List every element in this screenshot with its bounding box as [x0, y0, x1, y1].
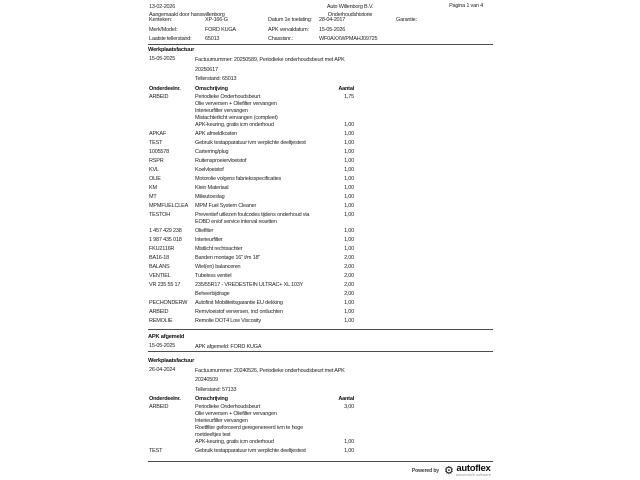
table-row	[148, 300, 493, 307]
table-row	[148, 194, 493, 201]
part-code: OLIE	[149, 175, 161, 182]
tellerstand-value: 65013	[205, 36, 220, 42]
part-quantity: 1,00	[344, 130, 354, 137]
table-row	[148, 167, 493, 174]
company-name: Auto Willenborg B.V.	[326, 4, 374, 10]
part-quantity: 1,75 1,00	[344, 93, 354, 128]
column-quantity: Aantal	[338, 85, 354, 92]
autoflex-tagline: automotive software	[455, 473, 491, 477]
meta-line: Factuurnummer: 20250589, Periodieke onderhoudsbeurt met APK	[195, 57, 345, 63]
table-row	[148, 94, 493, 129]
table-header	[148, 395, 493, 404]
meta-line: APK afgemeld: FORD KUGA	[195, 343, 262, 350]
merk-value: FORD KUGA	[205, 26, 236, 33]
maintenance-history-document	[148, 0, 493, 480]
part-quantity: 1,00	[344, 236, 354, 243]
table-row	[148, 404, 493, 446]
part-code: VENTIEL	[149, 272, 171, 279]
part-quantity: 1,00	[344, 227, 354, 234]
autoflex-logo	[444, 464, 491, 477]
section-date: 15-05-2025	[149, 342, 176, 349]
part-description: Milieutoeslag	[195, 193, 225, 200]
table-row	[148, 203, 493, 210]
created-by: Aangemaakt door hanswillenborg	[149, 12, 225, 18]
kenteken-label: Kenteken:	[149, 17, 172, 23]
part-quantity: 1,00	[344, 211, 354, 218]
apk-vervaldatum-value: 15-05-2026	[319, 26, 346, 33]
part-description: Motorolie volgens fabrieksspecificaties	[195, 175, 282, 182]
part-code: ARBEID	[149, 93, 169, 100]
table-row	[148, 264, 493, 271]
part-description: Tubeless ventiel	[195, 272, 232, 279]
column-code: Onderdeelnr.	[149, 85, 181, 92]
part-quantity: 3,00 1,00	[344, 404, 354, 446]
part-code: KM	[149, 184, 157, 191]
vehicle-info-row	[149, 27, 493, 37]
toelating-label: Datum 1e toelating:	[268, 17, 312, 23]
page-indicator: Pagina 1 van 4	[449, 3, 483, 9]
part-quantity: 1,00	[344, 308, 354, 315]
part-description: Ruitensproeiervloeistof	[195, 157, 247, 164]
part-description: Carterring/plug	[195, 148, 229, 155]
table-row	[148, 448, 493, 455]
part-code: TEST	[149, 448, 163, 455]
part-quantity: 1,00	[344, 166, 354, 173]
part-quantity: 2,00	[344, 254, 354, 261]
part-code: PECHONDERW	[149, 299, 188, 306]
part-description: Autofirst Mobiliteitsgarantie EU dekking	[195, 299, 283, 306]
part-description: Banden montage 16" t/m 18"	[195, 254, 261, 261]
meta-line: 20240509	[195, 377, 218, 384]
part-quantity: 1,00	[344, 245, 354, 252]
section-date: 15-05-2025	[149, 56, 176, 62]
part-quantity: 1,00	[344, 184, 354, 191]
table-row	[148, 282, 493, 289]
part-code: 1 457 429 238	[149, 227, 182, 234]
table-row	[148, 176, 493, 183]
part-quantity: 1,00	[344, 175, 354, 182]
section-meta	[148, 56, 493, 85]
table-row	[148, 255, 493, 262]
part-quantity: 2,00	[344, 263, 354, 270]
gear-icon: ⚙	[444, 464, 454, 477]
part-code: FKU2116R	[149, 245, 175, 252]
part-code: MPMFUELCLEA	[149, 202, 189, 209]
chassis-value: WF0AXXWPMAHJ09725	[319, 36, 378, 42]
apk-afgemeld-section	[148, 329, 493, 352]
part-description: Periodieke Onderhoudsbeurt Olie verversen + Oliefilter vervangen Interieurfilter vervangen Mistachterlicht vervangen (compleet) APK-keuring, gratis icm onderhoud	[195, 93, 278, 128]
footer-divider	[148, 461, 493, 462]
part-code: TESTOH	[149, 211, 171, 218]
table-row	[148, 273, 493, 280]
part-code: RSPR	[149, 157, 164, 164]
table-row	[148, 158, 493, 165]
part-code: ARBEID	[149, 404, 169, 411]
footer	[412, 464, 491, 477]
part-description: Oliefilter	[195, 227, 214, 234]
merk-label: Merk/Model:	[149, 26, 178, 33]
part-code: TEST	[149, 139, 163, 146]
part-quantity: 1,00	[344, 148, 354, 155]
part-quantity: 1,00	[344, 202, 354, 209]
part-quantity: 1,00	[344, 193, 354, 200]
table-row	[148, 246, 493, 253]
meta-line: Tellerstand: 57133	[195, 386, 237, 393]
part-quantity: 1,00	[344, 157, 354, 164]
part-description: Mistlicht rechtsachter	[195, 245, 243, 252]
part-description: Gebruik testapparatuur ivm verplichte deeltjestest	[195, 139, 306, 146]
created-date: 13-02-2026	[149, 4, 176, 10]
section-title: APK afgemeld	[148, 333, 185, 340]
section-title: Werkplaatsfactuur	[148, 47, 195, 53]
chassis-label: Chassisnr.:	[268, 36, 294, 42]
table-row	[148, 291, 493, 298]
part-quantity: 1,00	[344, 448, 354, 455]
powered-by-label: Powered by	[411, 467, 439, 474]
part-code: VR 235 55 17	[149, 281, 181, 288]
table-header	[148, 85, 493, 94]
header-divider	[148, 44, 493, 45]
column-description: Omschrijving	[195, 396, 228, 403]
part-description: Gebruik testapparatuur ivm verplichte deeltjestest	[195, 448, 306, 455]
table-row	[148, 228, 493, 235]
section-meta	[148, 367, 493, 396]
part-code: 1005578	[149, 148, 170, 155]
vehicle-info-row	[149, 17, 493, 27]
part-description: Periodieke Onderhoudsbeurt Olie verversen + Oliefilter vervangen Interieurfilter vervangen Roetfilter geforceerd geregenereerd ivm te hoge roetdeeltjes test APK-keuring, gratis icm onderhoud	[195, 404, 304, 446]
part-code: ARBEID	[149, 308, 169, 315]
part-code: KVL	[149, 166, 159, 173]
werkplaatsfactuur-section	[148, 351, 493, 457]
autoflex-wordmark-wrap	[456, 464, 491, 477]
part-quantity: 2,00	[344, 281, 354, 288]
part-code: APKAF	[149, 130, 167, 137]
werkplaatsfactuur-section	[148, 46, 493, 327]
part-description: MPM Fuel System Cleaner	[195, 202, 257, 209]
table-row	[148, 140, 493, 147]
column-quantity: Aantal	[338, 396, 354, 403]
part-description: Wiel(en) balanceren	[195, 263, 241, 270]
part-description: Klein Materiaal	[195, 184, 229, 191]
autoflex-wordmark: autoflex	[456, 463, 491, 474]
kenteken-value: XP-166-G	[205, 17, 228, 23]
section-title: Werkplaatsfactuur	[148, 357, 195, 364]
vehicle-info	[149, 17, 493, 46]
part-code: 1 987 435 018	[149, 236, 182, 243]
part-description: APK afmeldkosten	[195, 130, 238, 137]
table-row	[148, 237, 493, 244]
part-description: Beheerbijdrage	[195, 290, 230, 297]
part-description: Preventief uitlezen foutcodes tijdens onderhoud via EOBD en/of service interval resetten	[195, 211, 310, 225]
part-description: Interieurfilter	[195, 236, 223, 243]
part-code: BA16-18	[149, 254, 170, 261]
part-quantity: 1,00	[344, 299, 354, 306]
toelating-value: 28-04-2017	[319, 17, 346, 23]
section-date: 26-04-2024	[149, 366, 176, 373]
table-row	[148, 131, 493, 138]
part-quantity: 2,00	[344, 272, 354, 279]
part-description: 235/55R17 - VREDESTEIN ULTRAC+ XL 103Y	[195, 281, 304, 288]
table-row	[148, 212, 493, 226]
part-code: BALANS	[149, 263, 170, 270]
table-row	[148, 309, 493, 316]
table-row	[148, 149, 493, 156]
part-code: REMOLIE	[149, 317, 173, 324]
meta-line: Factuurnummer: 20240526, Periodieke onderhoudsbeurt met APK	[195, 367, 345, 374]
document-title: Onderhoudshistorie	[327, 12, 373, 18]
column-code: Onderdeelnr.	[149, 396, 181, 403]
tellerstand-label: Laatste tellerstand:	[149, 36, 192, 42]
part-code: MT	[149, 193, 157, 200]
part-description: Remolie DOT4 Low Viscosity	[195, 317, 261, 324]
table-row	[148, 185, 493, 192]
meta-line: Tellerstand: 65013	[195, 76, 237, 83]
part-quantity: 1,00	[344, 139, 354, 146]
apk-vervaldatum-label: APK vervaldatum:	[268, 26, 309, 33]
meta-line: 20250617	[195, 66, 218, 73]
part-description: Koelvloeistof	[195, 166, 224, 173]
part-quantity: 2,00	[344, 290, 354, 297]
column-description: Omschrijving	[195, 85, 228, 92]
table-row	[148, 318, 493, 325]
part-description: Remvloeistof verversen, incl ontluchten	[195, 308, 283, 315]
part-quantity: 1,00	[344, 317, 354, 324]
garantie-label: Garantie:	[396, 17, 417, 23]
